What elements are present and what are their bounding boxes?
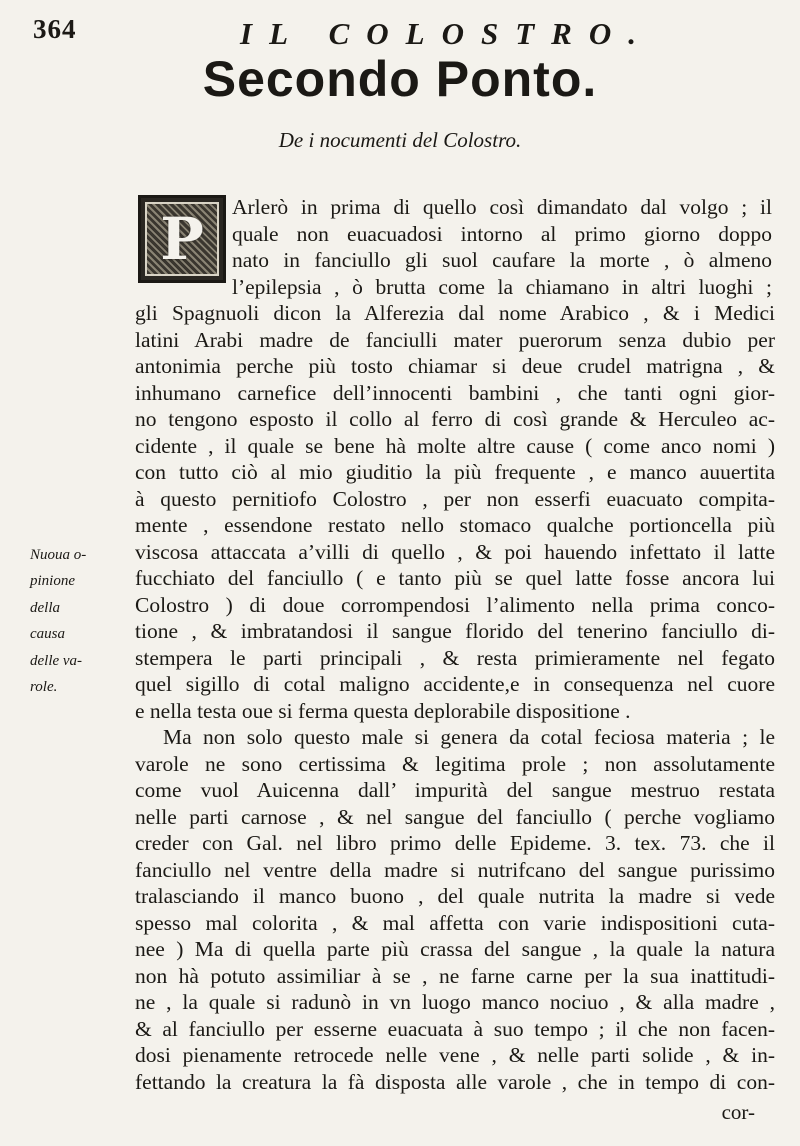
text-line: con tutto ciò al mio giuditio la più frequente , e manco auuertita bbox=[135, 460, 775, 484]
text-line: nato in fanciullo gli suol caufare la morte , ò almeno bbox=[232, 248, 772, 272]
text-line: fanciullo nel ventre della madre si nutrifcano del sangue purissimo bbox=[135, 857, 775, 882]
text-line: dosi pienamente retrocede nelle vene , & nelle parti solide , & in- bbox=[135, 1043, 775, 1067]
text-line: fucchiato del fanciullo ( e tanto più se quel latte fosse ancora lui bbox=[135, 566, 775, 590]
text-line: varole ne sono certissima & legitima prole ; non assolutamente bbox=[135, 751, 775, 776]
text-line: quel sigillo di cotal maligno accidente,e in consequenza nel cuore bbox=[135, 672, 775, 696]
section-subtitle: De i nocumenti del Colostro. bbox=[278, 128, 522, 152]
catchword: cor- bbox=[721, 1100, 755, 1124]
text-line: creder con Gal. nel libro primo delle Epideme. 3. tex. 73. che il bbox=[135, 831, 775, 855]
text-line: nelle parti carnose , & nel sangue del fanciullo ( perche vogliamo bbox=[135, 804, 775, 829]
margin-note-line: della bbox=[30, 599, 60, 616]
section-title: Secondo Ponto. bbox=[202, 51, 598, 107]
text-line: fettando la creatura la fà disposta alle varole , che in tempo di con- bbox=[135, 1069, 775, 1094]
margin-note-line: delle va- bbox=[30, 652, 83, 669]
text-line: tralasciando il manco buono , del quale nutrita la madre si vede bbox=[135, 884, 775, 908]
text-line: nee ) Ma di quella parte più crassa del sangue , la quale la natura bbox=[135, 937, 775, 961]
margin-note-line: pinione bbox=[30, 573, 75, 589]
text-line: antonimia perche più tosto chiamar si deue crudel matrigna , & bbox=[135, 354, 775, 378]
text-line: l’epilepsia , ò brutta come la chiamano in altri luoghi ; bbox=[232, 274, 772, 299]
margin-note-line: Nuoua o- bbox=[30, 546, 87, 563]
initial-letter: P bbox=[160, 205, 204, 273]
margin-note bbox=[30, 542, 110, 701]
page-number: 364 bbox=[33, 14, 77, 44]
text-line: e nella testa oue si ferma questa deplorabile dispositione . bbox=[135, 698, 631, 723]
text-line: ne , la quale si radunò in vn luogo manco nociuo , & alla madre , bbox=[135, 990, 775, 1014]
margin-note-line: role. bbox=[30, 679, 58, 695]
text-line: quale non euacuadosi intorno al primo giorno doppo bbox=[232, 221, 772, 246]
text-line: non hà potuto assimiliar à se , ne farne carne per la sua inattitudi- bbox=[135, 963, 775, 988]
text-line: Arlerò in prima di quello così dimandato dal volgo ; il bbox=[232, 195, 772, 219]
running-head: IL COLOSTRO. bbox=[240, 16, 653, 51]
text-line: gli Spagnuoli dicon la Alferezia dal nome Arabico , & i Medici bbox=[135, 301, 775, 325]
text-line: come vuol Auicenna dall’ impurità del sangue mestruo restata bbox=[135, 778, 775, 802]
margin-note-line: causa bbox=[30, 626, 65, 642]
text-line: spesso mal colorita , & mal affetta con varie indispositioni cuta- bbox=[135, 910, 775, 935]
text-line: cidente , il quale se bene hà molte altre cause ( come anco nomi ) bbox=[135, 433, 775, 458]
text-line: no tengono esposto il collo al ferro di così grande & Herculeo ac- bbox=[135, 407, 775, 431]
text-line: & al fanciullo per esserne euacuata à suo tempo ; il che non facen- bbox=[135, 1016, 775, 1041]
text-line: tione , & imbratandosi il sangue florido del tenerino fanciullo di- bbox=[135, 619, 775, 643]
text-line: viscosa attaccata a’villi di quello , & poi hauendo infettato il latte bbox=[135, 539, 775, 564]
text-line: inhumano carnefice dell’innocenti bambini , che tanti ogni gior- bbox=[135, 380, 775, 405]
text-line: stempera le parti principali , & resta primieramente nel fegato bbox=[135, 645, 775, 670]
text-line: mente , essendone restato nello stomaco qualche portioncella più bbox=[135, 513, 775, 537]
text-line: à questo pernitiofo Colostro , per non esserfi euacuato compita- bbox=[135, 486, 775, 511]
decorated-initial bbox=[138, 195, 226, 283]
initial-ornament bbox=[145, 202, 219, 276]
text-line: Ma non solo questo male si genera da cotal feciosa materia ; le bbox=[163, 725, 775, 749]
text-line: Colostro ) di doue corrompendosi l’alimento nella prima conco- bbox=[135, 592, 775, 617]
text-line: latini Arabi madre de fanciulli mater puerorum senza dubio per bbox=[135, 327, 775, 352]
